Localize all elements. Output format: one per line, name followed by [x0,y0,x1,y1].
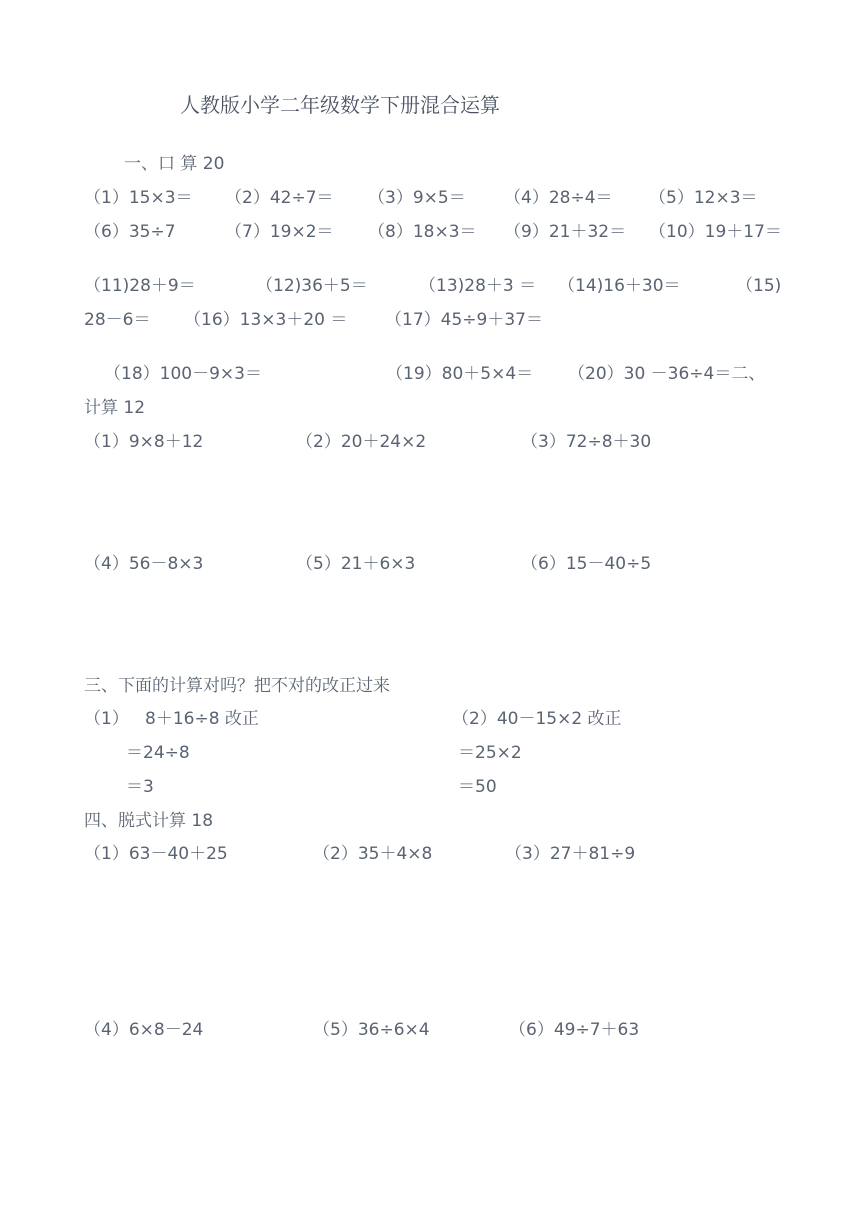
problem: （4）6×8－24 [84,1020,204,1040]
solution-step: ＝25×2 [458,743,522,763]
problem: （20）30 －36÷4＝二、 [568,364,766,384]
problem: （3）27＋81÷9 [505,844,636,864]
problem: （6）49÷7＋63 [509,1020,640,1040]
problem: （5）12×3＝ [649,188,758,208]
problem: 8＋16÷8 改正 [145,709,259,729]
section1-heading: 一、口 算 20 [124,154,225,174]
problem: （4）28÷4＝ [504,188,613,208]
problem: （9）21＋32＝ [504,222,627,242]
problem: （6）15－40÷5 [521,554,652,574]
problem: （7）19×2＝ [225,222,334,242]
problem: （3）9×5＝ [368,188,466,208]
problem: （2）42÷7＝ [225,188,334,208]
problem: （11)28＋9＝ [84,276,196,296]
solution-step: ＝3 [126,777,154,797]
problem: （12)36＋5＝ [256,276,368,296]
problem: （2）40－15×2 改正 [452,709,622,729]
solution-step: ＝50 [458,777,497,797]
problem: （5）36÷6×4 [313,1020,430,1040]
problem: （13)28＋3 ＝ [419,276,537,296]
problem: （19）80＋5×4＝ [386,364,534,384]
problem: （8）18×3＝ [368,222,477,242]
problem: （16）13×3＋20 ＝ [184,310,348,330]
problem-label: （1） [84,709,129,729]
section4-heading: 四、脱式计算 18 [84,811,214,831]
page-title: 人教版小学二年级数学下册混合运算 [180,93,500,117]
problem: （18）100－9×3＝ [104,364,262,384]
problem: （3）72÷8＋30 [521,432,652,452]
problem: （1）63－40＋25 [84,844,228,864]
problem: （17）45÷9＋37＝ [385,310,543,330]
problem: （14)16＋30＝ [558,276,681,296]
problem: （5）21＋6×3 [296,554,416,574]
problem: （1）9×8＋12 [84,432,204,452]
solution-step: ＝24÷8 [126,743,190,763]
problem: （1）15×3＝ [84,188,193,208]
problem: （10）19＋17＝ [649,222,782,242]
problem: （15) [736,276,782,296]
problem: （2）35＋4×8 [313,844,433,864]
section3-heading: 三、下面的计算对吗？把不对的改正过来 [84,676,390,696]
problem: （2）20＋24×2 [296,432,427,452]
problem: （4）56－8×3 [84,554,204,574]
section2-heading: 计算 12 [84,398,146,418]
problem: （6）35÷7 [84,222,176,242]
problem: 28－6＝ [84,310,151,330]
